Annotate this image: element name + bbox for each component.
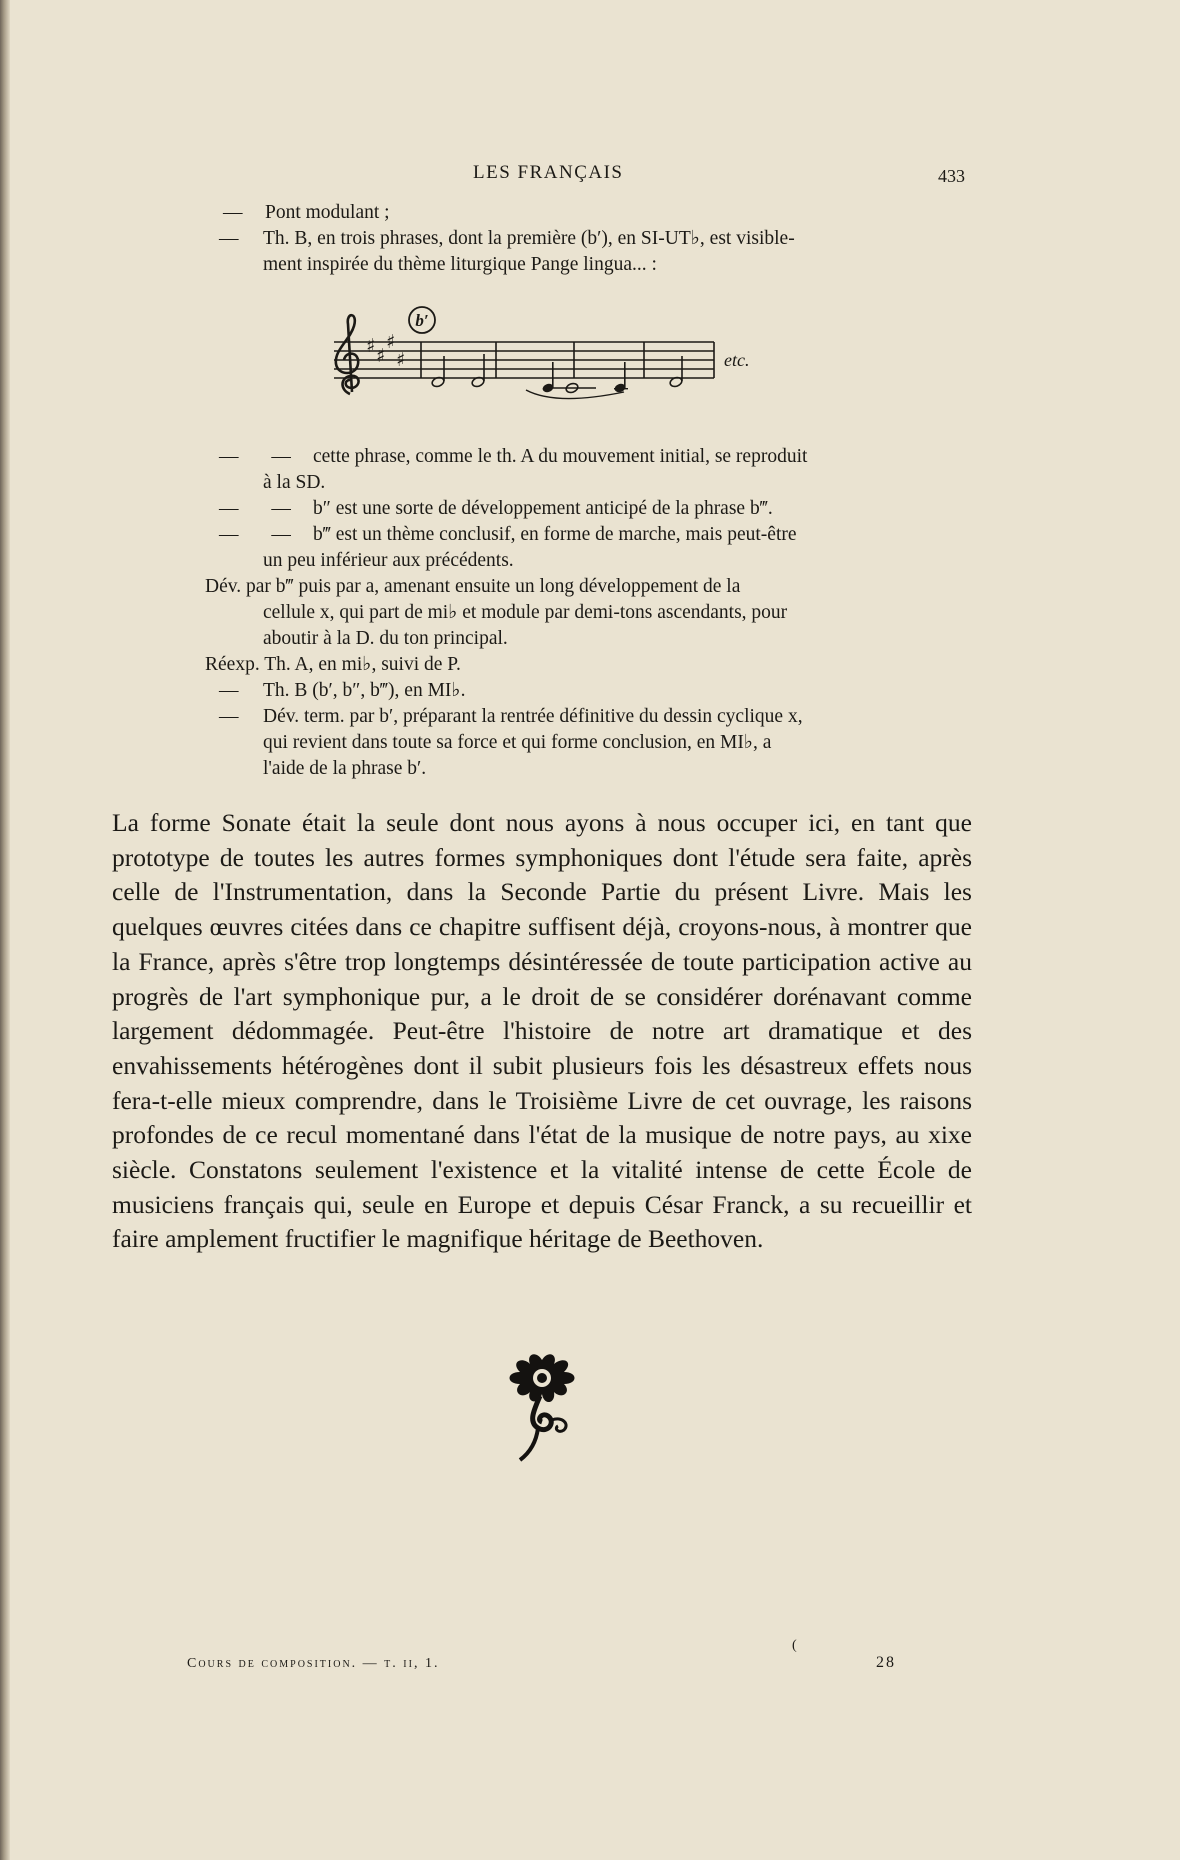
outline-text: cette phrase, comme le th. A du mouvement initial, se reproduit [313,446,808,467]
outline-dash: — [223,202,243,223]
page-header [0,158,1180,188]
treble-clef-icon [336,315,359,394]
outline-line [205,548,975,574]
outline-line [205,600,975,626]
music-example [326,306,776,402]
outline-line [205,626,975,652]
outline-dash: — [219,706,239,727]
outline-text: b‴ est un thème conclusif, en forme de marche, mais peut-être [313,524,797,545]
outline-line [205,574,975,600]
fleuron-ornament [498,1350,588,1515]
outline-text: cellule x, qui part de mi♭ et module par demi-tons ascendants, pour [263,602,788,623]
outline-line [205,496,975,522]
outline-line [205,252,975,278]
outline-text: Pont modulant ; [265,202,390,223]
outline-text: un peu inférieur aux précédents. [263,550,514,571]
body-paragraph: La forme Sonate était la seule dont nous ayons à nous occuper ici, en tant que prototype de toutes les autres formes symphoniques dont l'étude sera faite, après celle de l'Instrumentation, dans la Seconde Partie du présent Livre. Mais les quelques œuvres citées dans ce chapitre suffisent déjà, croyons-nous, à montrer que la France, après s'être trop longtemps désintéressée de toute participation active au progrès de l'art symphonique pur, a le droit de se considérer dorénavant comme largement dédommagée. Peut-être l'histoire de notre art dramatique et des envahissements hétérogènes dont il subit plusieurs fois les désastreux effets nous fera-t-elle mieux comprendre, dans le Troisième Livre de cet ouvrage, les raisons profondes de ce recul momentané dans l'état de la musique de notre pays, au xixe siècle. Constatons seulement l'existence et la vitalité intense de cette École de musiciens français qui, seule en Europe et depuis César Franck, a su recueillir et faire amplement fructifier le magnifique héritage de Beethoven. [112,808,972,1254]
footer-book-title: Cours de composition. — t. ii, 1. [187,1656,440,1671]
page-edge [0,0,10,1860]
outline-dash: — [219,228,239,249]
footer-signature: 28 [876,1654,896,1671]
svg-text:♯: ♯ [396,349,406,371]
outline-line [205,756,975,782]
svg-text:♯: ♯ [376,345,386,367]
outline-text: l'aide de la phrase b′. [263,758,427,779]
outline-text: aboutir à la D. du ton principal. [263,628,508,649]
svg-text:♯: ♯ [386,331,396,353]
running-title: LES FRANÇAIS [473,162,624,183]
outline-text: Dév. term. par b′, préparant la rentrée définitive du dessin cyclique x, [263,706,803,727]
outline-text: Th. B, en trois phrases, dont la première (b′), en SI-UT♭, est visible- [263,228,795,249]
outline-text: b″ est une sorte de développement anticipé de la phrase b‴. [313,498,773,519]
outline-text: Réexp. Th. A, en mi♭, suivi de P. [205,654,461,675]
outline-line [205,678,975,704]
outline-dash: — — [219,524,305,545]
outline-line [205,226,975,252]
outline-line [205,704,975,730]
page-number: 433 [938,166,965,186]
svg-text:♯: ♯ [366,335,376,357]
outline-line [205,444,975,470]
outline-dash: — — [219,498,305,519]
outline-line [205,652,975,678]
outline-text: Dév. par b‴ puis par a, amenant ensuite un long développement de la [205,576,741,597]
outline-line [205,522,975,548]
etc-label: etc. [724,350,750,370]
phrase-label: b′ [415,311,429,330]
key-signature-icon [366,331,405,371]
footer-mark: ( [792,1638,799,1653]
outline-line [205,730,975,756]
outline-line [205,200,975,226]
outline-text: ment inspirée du thème liturgique Pange lingua... : [263,254,657,275]
outline-text: Th. B (b′, b″, b‴), en MI♭. [263,680,466,701]
outline-text: à la SD. [263,472,326,493]
outline-text: qui revient dans toute sa force et qui forme conclusion, en MI♭, a [263,732,772,753]
outline-dash: — — [219,446,305,467]
outline-dash: — [219,680,239,701]
outline-line [205,470,975,496]
page-footer [0,1638,1180,1682]
